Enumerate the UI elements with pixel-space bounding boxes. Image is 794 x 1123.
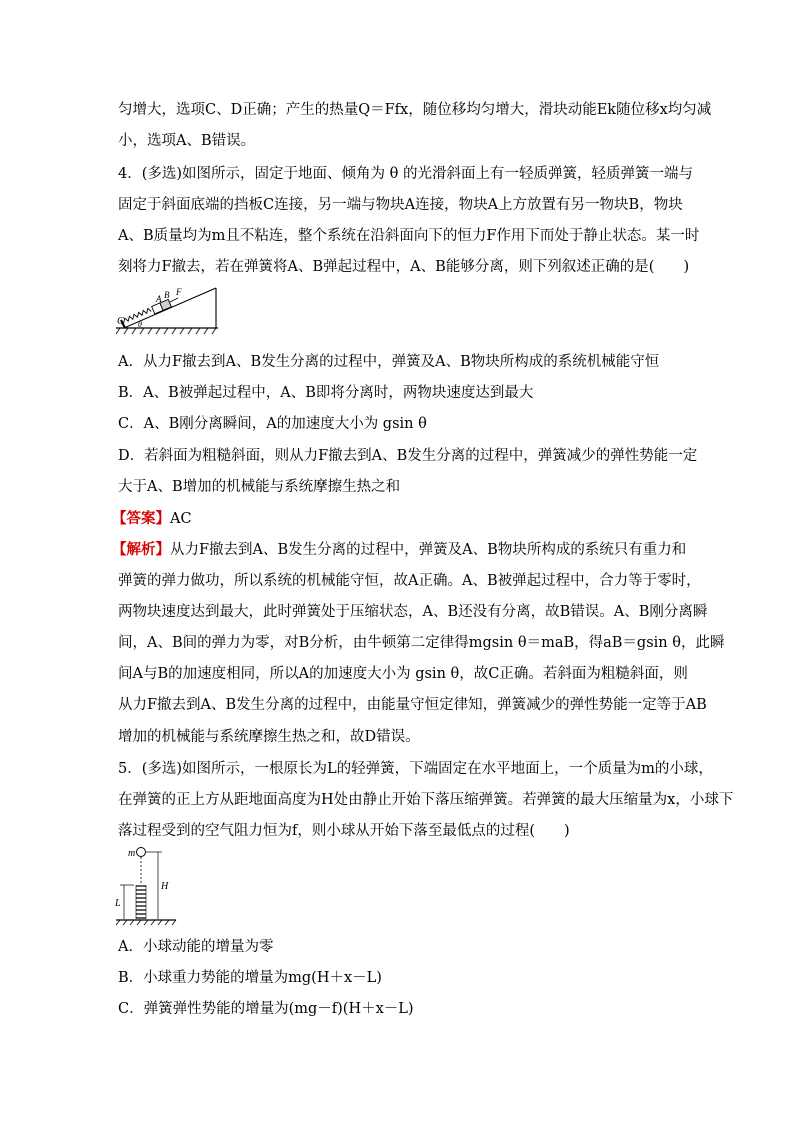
fig-label-l: L [115,898,121,909]
q5-option-b: B．小球重力势能的增量为mg(H＋x－L) [118,970,382,986]
fig-label-a: A [156,294,162,304]
q4-analysis-line-4: 间，A、B间的弹力为零，对B分析，由牛顿第二定律得mgsin θ＝maB，得aB＝gsin θ，此瞬 [118,635,725,651]
q4-option-c: C．A、B刚分离瞬间，A的加速度大小为 gsin θ [118,416,427,432]
q4-stem-line-1: 4．(多选)如图所示，固定于地面、倾角为 θ 的光滑斜面上有一轻质弹簧，轻质弹簧一端与 [118,166,693,182]
q4-option-d-cont: 大于A、B增加的机械能与系统摩擦生热之和 [118,479,401,495]
intro-line-2: 小，选项A、B错误。 [118,133,256,149]
q5-option-a: A．小球动能的增量为零 [118,939,274,955]
q5-stem-line-1: 5．(多选)如图所示，一根原长为L的轻弹簧，下端固定在水平地面上，一个质量为m的小球， [118,761,713,777]
fig-label-c: C [117,316,124,327]
q4-analysis-line-5: 间A与B的加速度相同，所以A的加速度大小为 gsin θ，故C正确。若斜面为粗糙斜面，则 [118,666,688,682]
q4-incline-figure [116,284,220,340]
q4-analysis-line-2: 弹簧的弹力做功，所以系统的机械能守恒，故A正确。A、B被弹起过程中，合力等于零时， [118,573,701,589]
q4-stem-line-4: 刻将力F撤去，若在弹簧将A、B弹起过程中，A、B能够分离，则下列叙述正确的是( ) [118,259,690,275]
analysis-tag: 【解析】 [112,541,170,558]
q4-analysis-line-7: 增加的机械能与系统摩擦生热之和，故D错误。 [118,729,420,745]
q5-stem-line-3: 落过程受到的空气阻力恒为f，则小球从开始下落至最低点的过程( ) [118,823,570,839]
q5-spring-figure [110,844,182,926]
q4-option-a: A．从力F撤去到A、B发生分离的过程中，弹簧及A、B物块所构成的系统机械能守恒 [118,354,660,370]
q4-stem-line-2: 固定于斜面底端的挡板C连接，另一端与物块A连接，物块A上方放置有另一物块B，物块 [118,197,683,213]
fig-label-m: m [128,848,136,859]
q5-option-c: C．弹簧弹性势能的增量为(mg－f)(H＋x－L) [118,1001,414,1017]
q4-option-d: D．若斜面为粗糙斜面，则从力F撤去到A、B发生分离的过程中，弹簧减少的弹性势能一定 [118,448,698,464]
analysis-first-text: 从力F撤去到A、B发生分离的过程中，弹簧及A、B物块所构成的系统只有重力和 [170,542,687,558]
q4-analysis-line-1 [112,540,686,560]
fig-label-f: F [176,287,182,297]
q4-analysis-line-3: 两物块速度达到最大，此时弹簧处于压缩状态，A、B还没有分离，故B错误。A、B刚分离瞬 [118,604,708,620]
q4-stem-line-3: A、B质量均为m且不粘连，整个系统在沿斜面向下的恒力F作用下而处于静止状态。某一时 [118,228,700,244]
fig-label-theta: θ [138,320,142,329]
q4-analysis-line-6: 从力F撤去到A、B发生分离的过程中，由能量守恒定律知，弹簧减少的弹性势能一定等于AB [118,697,707,713]
fig-label-b: B [164,290,170,300]
answer-tag: 【答案】 [112,510,170,527]
fig-label-h: H [161,881,169,892]
intro-line-1: 匀增大，选项C、D正确；产生的热量Q＝Ffx，随位移均匀增大，滑块动能Ek随位移x均匀减 [118,102,712,118]
answer-value: AC [170,511,192,527]
q4-answer [112,509,192,529]
q5-stem-line-2: 在弹簧的正上方从距地面高度为H处由静止开始下落压缩弹簧。若弹簧的最大压缩量为x，小球下 [118,792,734,808]
q4-option-b: B．A、B被弹起过程中，A、B即将分离时，两物块速度达到最大 [118,385,534,401]
